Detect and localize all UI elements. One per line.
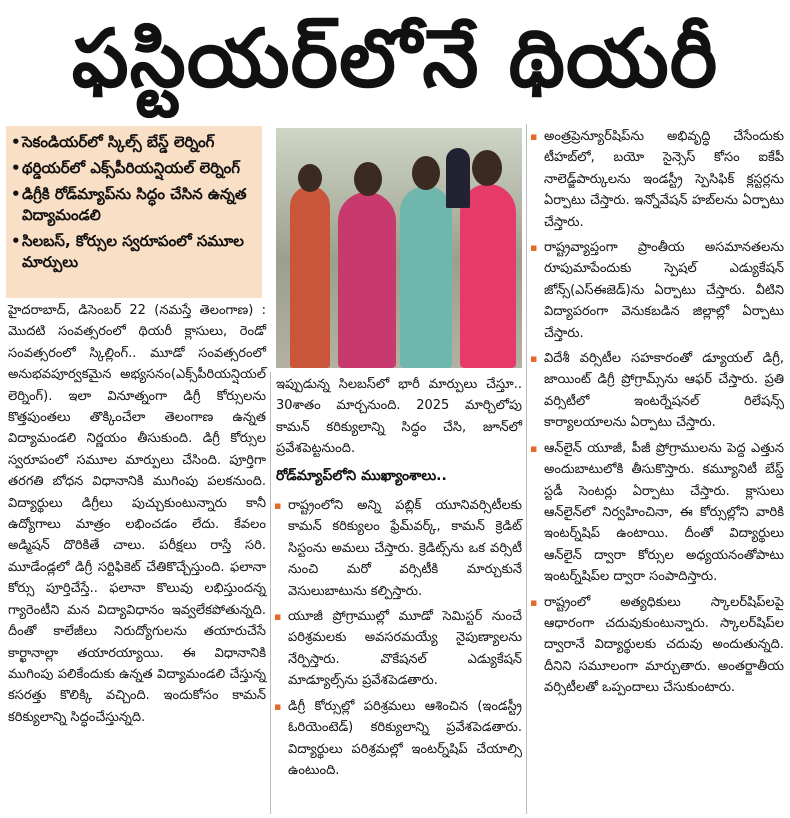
column-divider — [270, 372, 271, 814]
roadmap-point: ▪ డిగ్రీ కోర్సుల్లో పరిశ్రమలు ఆశించిన (ఇండస్ట్రీ ఓరియెంటెడ్) కరిక్యులాన్ని ప్రవేశపెడతారు. విద్యార్థులు పరిశ్రమల్లో ఇంటర్న్‌షిప్ చేయాల్సి ఉంటుంది. — [276, 696, 522, 782]
highlight-item: • సిలబస్, కోర్సుల స్వరూపంలో సమూల మార్పులు — [22, 231, 254, 273]
article-paragraph: ఇప్పుడున్న సిలబస్‌లో భారీ మార్పులు చేస్తూ.. 30శాతం మార్చనుంది. 2025 మార్చిలోపు కామన్ కరిక్యులాన్ని సిద్ధం చేసి, జూన్‌లో ప్రవేశపెట్టనుంది. — [276, 377, 522, 457]
article-column-1 — [8, 300, 266, 728]
roadmap-point: ▪ రాష్ట్రంలోని అన్ని పబ్లిక్ యూనివర్సిటీలకు కామన్ కరిక్యులం ఫ్రేమ్‌వర్క్, కామన్ క్రెడిట్ సిస్టంను అమలు చేస్తారు. క్రెడిట్స్‌ను ఒక వర్సిటీ నుంచి మరో వర్సిటీకి మార్చుకునే వెసులుబాటును కల్పిస్తారు. — [276, 495, 522, 602]
highlight-item: • డిగ్రీకి రోడ్‌మ్యాప్‌ను సిద్ధం చేసిన ఉన్నత విద్యామండలి — [22, 184, 254, 226]
headline: ఫస్టియర్‌లోనే థియరీ — [71, 12, 719, 105]
article-column-2 — [276, 374, 522, 785]
section-subhead: రోడ్‌మ్యాప్‌లోని ముఖ్యాంశాలు.. — [276, 467, 447, 484]
roadmap-point: ▪ రాష్ట్రవ్యాప్తంగా ప్రాంతీయ అసమానతలను రూపుమాపేందుకు స్పెషల్ ఎడ్యుకేషన్ జోన్స్(ఎస్ఈజెడ్)ను ఏర్పాటు చేస్తారు. వీటిని విద్యాపరంగా వెనుకబడిన జిల్లాల్లో ఏర్పాటు చేస్తారు. — [532, 237, 784, 344]
column-divider — [526, 124, 527, 814]
article-paragraph: హైదరాబాద్, డిసెంబర్ 22 (నమస్తే తెలంగాణ) : మొదటి సంవత్సరంలో థియరీ క్లాసులు, రెండో సంవత్సరంలో స్కిల్లింగ్.. మూడో సంవత్సరంలో అనుభవపూర్వకమైన అభ్యసనం(ఎక్స్‌పీరియన్షియల్ లెర్నింగ్). ఇలా వినూత్నంగా డిగ్రీ కోర్సులను కొత్తపుంతలు తొక్కించేలా తెలంగాణ ఉన్నత విద్యామండలి నిర్ణయం తీసుకుంది. డిగ్రీ కోర్సుల స్వరూపంలో సమూల మార్పులు చేసింది. పూర్తిగా తరగతి బోధన విధానానికి ముగింపు పలకనుంది. విద్యార్థులు డిగ్రీలు పుచ్చుకుంటున్నారు కానీ ఉద్యోగాలు మాత్రం లభించడం లేదు. కేవలం అడ్మిషన్ దొరికితే చాలు. పరీక్షలు రాస్తే సరి. మూడేండ్లలో డిగ్రీ సర్టిఫికెట్ చేతికొచ్చేస్తుంది. ఫలానా కోర్సు పూర్తిచేస్తే.. ఫలానా కొలువు లభిస్తుందన్న గ్యారెంటీని మన విద్యావిధానం ఇవ్వలేకపోతున్నది. దీంతో కాలేజీలు నిరుద్యోగులను తయారుచేసే కార్ఖానాల్లా తయారయ్యాయి. ఈ విధానానికి ముగింపు పలికేందుకు ఉన్నత విద్యామండలి చేస్తున్న కసరత్తు కొలిక్కి వచ్చింది. ఇందుకోసం కామన్ కరిక్యులాన్ని సిద్ధంచేస్తున్నది. — [8, 303, 266, 725]
highlight-item: • థర్డియర్‌లో ఎక్స్‌పీరియన్షియల్ లెర్నింగ్ — [22, 158, 254, 179]
highlight-item: • సెకండియర్‌లో స్కిల్స్ బేస్డ్ లెర్నింగ్ — [22, 132, 254, 153]
roadmap-point: ▪ విదేశీ వర్సిటీల సహకారంతో డ్యూయల్ డిగ్రీ, జాయింట్ డిగ్రీ ప్రోగ్రామ్స్‌ను ఆఫర్ చేస్తారు. ప్రతి వర్సిటీలో ఇంటర్నేషనల్ రిలేషన్స్ కార్యాలయాలను ఏర్పాటు చేస్తారు. — [532, 348, 784, 434]
highlights-list — [22, 132, 254, 273]
article-column-3 — [532, 126, 784, 703]
students-photo — [276, 128, 522, 368]
roadmap-point: ▪ రాష్ట్రంలో అత్యధికులు స్కాలర్‌షిప్‌లపై ఆధారంగా చదువుకుంటున్నారు. స్కాలర్‌షిప్‌ల ద్వారానే విద్యార్థులకు చదువు అందుతున్నది. దీనిని సమూలంగా మార్చుతారు. అంతర్జాతీయ వర్సిటీలతో ఒప్పందాలు చేసుకుంటారు. — [532, 592, 784, 699]
roadmap-point: ▪ ఆన్‌లైన్ యూజీ, పీజీ ప్రోగ్రాములను పెద్ద ఎత్తున అందుబాటులోకి తీసుకొస్తారు. కమ్యూనిటీ బేస్డ్ స్టడీ సెంటర్లు ఏర్పాటు చేస్తారు. క్లాసులు ఆన్‌లైన్‌లో నిర్వహించినా, ఈ కోర్సుల్లోని వారికి ఇంటర్న్‌షిప్ ఉంటాయి. దీంతో విద్యార్థులు ఆన్‌లైన్ ద్వారా కోర్సుల అధ్యయనంతోపాటు ఇంటర్న్‌షిప్‌ల ద్వారా సంపాదిస్తారు. — [532, 438, 784, 588]
roadmap-point: ▪ అంత్రప్రెన్యూర్‌షిప్‌ను అభివృద్ధి చేసేందుకు టీహబ్‌లో, బయో సైన్సెస్ కోసం ఐకేపీ నాలెడ్జ్‌పార్కులను ఇండస్ట్రీ స్పెసిఫిక్ క్లస్టర్లను ఏర్పాటు చేస్తారు. ఇన్నోవేషన్ హబ్‌లను ఏర్పాటు చేస్తారు. — [532, 126, 784, 233]
highlights-box — [6, 126, 262, 298]
roadmap-point: ▪ యూజీ ప్రోగ్రాముల్లో మూడో సెమిస్టర్ నుంచే పరిశ్రమలకు అవసరమయ్యే నైపుణ్యాలను నేర్పిస్తారు. వొకేషనల్ ఎడ్యుకేషన్ మాడ్యూల్స్‌ను ప్రవేశపెడతారు. — [276, 606, 522, 692]
